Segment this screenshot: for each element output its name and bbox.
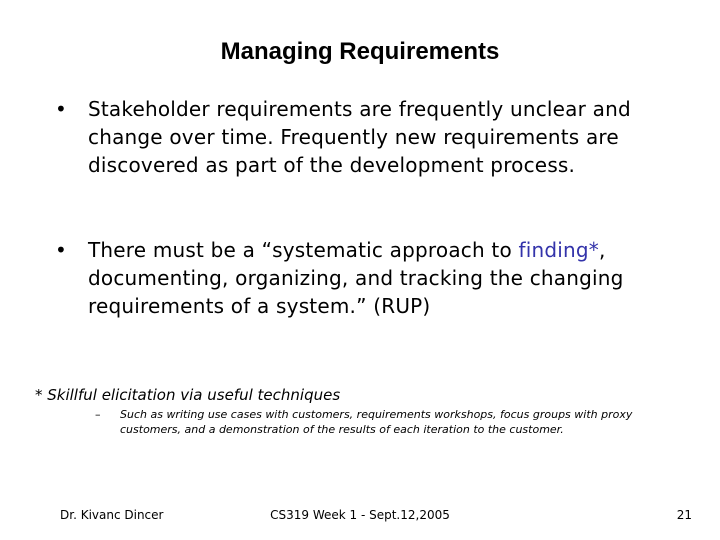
bullet-marker: •	[55, 238, 67, 262]
sub-bullet-marker: –	[95, 408, 101, 421]
slide-title: Managing Requirements	[220, 38, 500, 65]
sub-bullet-item	[95, 407, 675, 437]
bullet-text-after: , documenting, organizing, and tracking the changing requirements of a system.” (RUP)	[88, 238, 624, 318]
sub-bullet-text: Such as writing use cases with customers, requirements workshops, focus groups with proxy customers, and a demonstration of the results of each iteration to the customer.	[120, 408, 633, 436]
highlighted-word: finding*	[518, 238, 599, 262]
bullet-text: Stakeholder requirements are frequently unclear and change over time. Frequently new requirements are discovered as part of the development process.	[88, 97, 631, 177]
footer-course: CS319 Week 1 - Sept.12,2005	[270, 508, 450, 522]
bullet-item-2	[55, 236, 670, 320]
footer-author: Dr. Kivanc Dincer	[60, 508, 164, 522]
bullet-marker: •	[55, 97, 67, 121]
footnote: * Skillful elicitation via useful techniques	[35, 386, 341, 404]
bullet-text-before: There must be a “systematic approach to	[88, 238, 519, 262]
bullet-text	[88, 236, 670, 320]
footer-page-number: 21	[676, 508, 692, 522]
bullet-item-1	[55, 95, 670, 179]
